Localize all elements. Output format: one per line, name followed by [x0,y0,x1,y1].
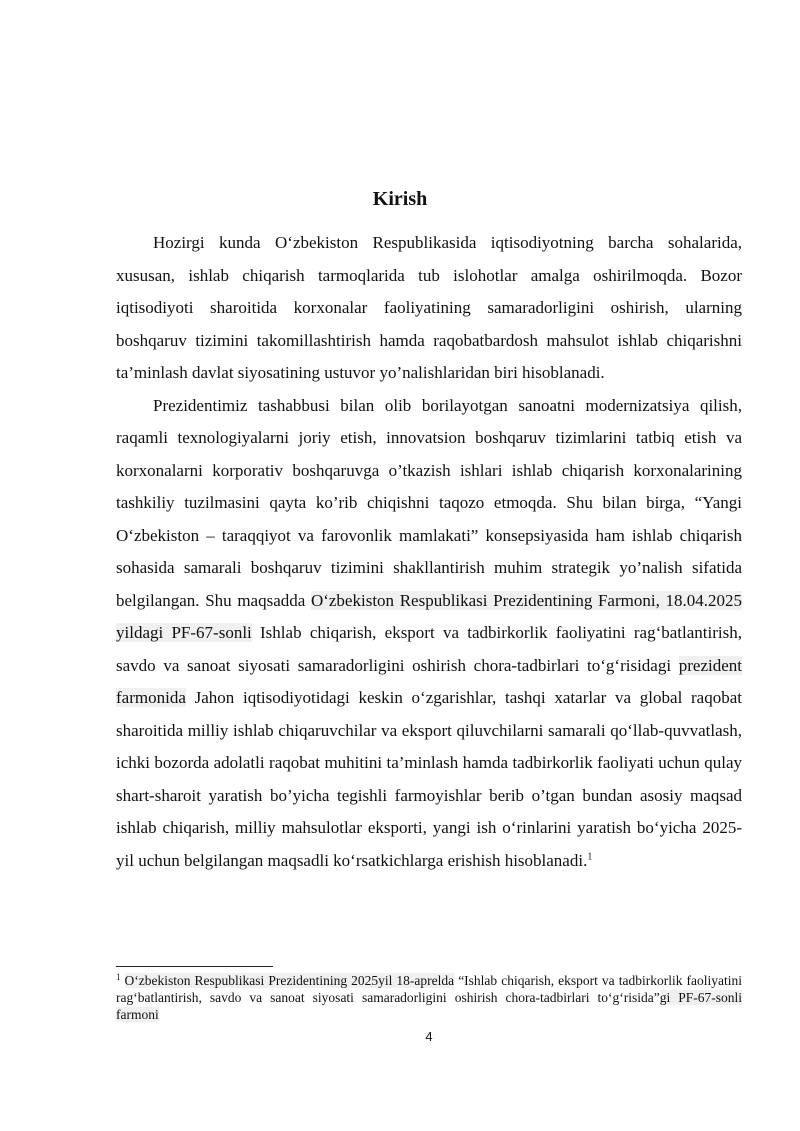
decree-name-highlight: prezident farmonida [116,655,742,707]
footnote [116,972,742,1023]
section-heading: Kirish [372,188,428,210]
footnote-number: 1 [116,971,121,982]
footnote-reference[interactable]: 1 [587,850,593,862]
paragraph-2-text-c: Jahon iqtisodiyotidagi keskin o‘zgarishlar, tashqi xatarlar va global raqobat sharoitida milliy ishlab chiqaruvchilar va eksport qiluvchilarni samarali qo‘llab-quvvatlash, ichki bozorda adolatli raqobat muhitini ta’minlash hamda tadbirkorlik faoliyati uchun qulay shart-sharoit yaratish bo’yicha tegishli farmoyishlar berib o’tgan bundan asosiy maqsad ishlab chiqarish, milliy mahsulotlar eksporti, yangi ish o‘rinlarini yaratish bo‘yicha 2025-yil uchun belgilangan maqsadli ko‘rsatkichlarga erishish hisoblanadi. [116,688,742,870]
footnote-highlight-1: O‘zbekiston Respublikasi Prezidentining 2025yil 18-aprelda [124,973,455,988]
paragraph-2-text-b: Ishlab chiqarish, eksport va tadbirkorlik faoliyatini rag‘batlantirish, savdo va sanoat siyosati samaradorligini oshirish chora-tadbirlari to‘g‘risidagi [116,623,742,675]
body-text [116,227,742,877]
paragraph-2-text-a: Prezidentimiz tashabbusi bilan olib borilayotgan sanoatni modernizatsiya qilish, raqamli texnologiyalarni joriy etish, innovatsion boshqaruv tizimlarini tatbiq etish va korxonalarni korporativ boshqaruvga o’tkazish ishlari ishlab chiqarish korxonalarining tashkiliy tuzilmasini qayta ko’rib chiqishni taqozo etmoqda. Shu bilan birga, “Yangi O‘zbekiston – taraqqiyot va farovonlik mamlakati” konsepsiyasida ham ishlab chiqarish sohasida samarali boshqaruv tizimini shakllantirish muhim strategik yo’nalish sifatida belgilangan. Shu maqsadda [116,395,742,610]
page-number: 4 [425,1029,433,1044]
footnote-highlight-2: gi PF-67-sonli farmoni [116,990,742,1022]
footnote-text: “Ishlab chiqarish, eksport va tadbirkorlik faoliyatini rag‘batlantirish, savdo va sanoat siyosati samaradorligini oshirish chora-tadbirlari to‘g‘risida” [116,973,742,1005]
decree-reference-highlight: O‘zbekiston Respublikasi Prezidentining Farmoni, 18.04.2025 yildagi PF-67-sonli [116,590,742,642]
paragraph-2 [116,390,742,878]
footnote-separator [116,966,273,967]
paragraph-1: Hozirgi kunda O‘zbekiston Respublikasida iqtisodiyotning barcha sohalarida, xususan, ishlab chiqarish tarmoqlarida tub islohotlar amalga oshirilmoqda. Bozor iqtisodiyoti sharoitida korxonalar faoliyatining samaradorligini oshirish, ularning boshqaruv tizimini takomillashtirish hamda raqobatbardosh mahsulot ishlab chiqarishni ta’minlash davlat siyosatining ustuvor yo’nalishlaridan biri hisoblanadi. [116,233,742,382]
